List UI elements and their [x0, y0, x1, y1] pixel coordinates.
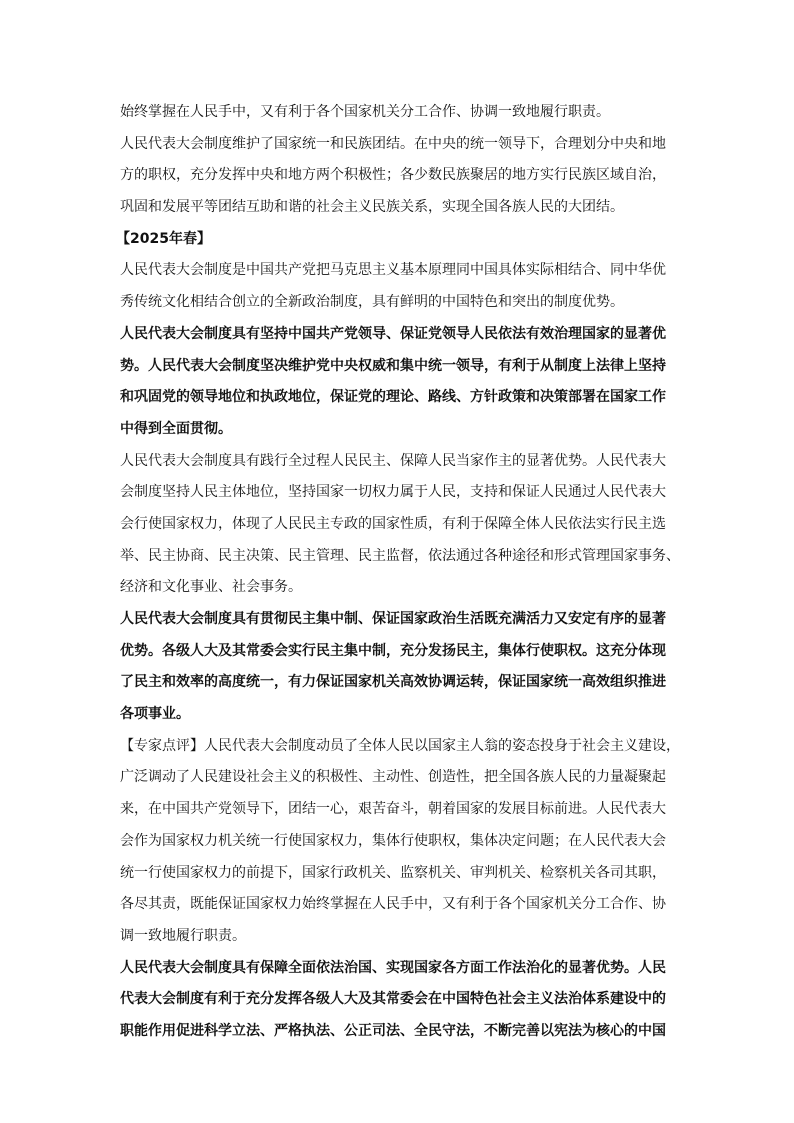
paragraph-line: 始终掌握在人民手中，又有利于各个国家机关分工合作、协调一致地履行职责。: [120, 104, 610, 120]
bold-paragraph-line: 职能作用促进科学立法、严格执法、公正司法、全民守法，不断完善以宪法为核心的中国: [120, 1022, 666, 1039]
bold-paragraph-line: 优势。各级人大及其常委会实行民主集中制，充分发扬民主，集体行使职权。这充分体现: [120, 642, 666, 659]
bold-paragraph-line: 人民代表大会制度具有保障全面依法治国、实现国家各方面工作法治化的显著优势。人民: [120, 959, 666, 976]
bold-paragraph-line: 人民代表大会制度具有贯彻民主集中制、保证国家政治生活既充满活力又安定有序的显著: [120, 611, 666, 627]
paragraph-line: 人民代表大会制度是中国共产党把马克思主义基本原理同中国具体实际相结合、同中华优: [120, 262, 666, 279]
paragraph-line: 【专家点评】人民代表大会制度动员了全体人民以国家主人翁的姿态投身于社会主义建设，: [120, 737, 680, 754]
section-heading: 【2025年春】: [116, 230, 211, 247]
paragraph-line: 会行使国家权力，体现了人民民主专政的国家性质，有利于保障全体人民依法实行民主选: [120, 515, 666, 532]
paragraph-line: 方的职权，充分发挥中央和地方两个积极性；各少数民族聚居的地方实行民族区域自治，: [120, 167, 666, 184]
paragraph-line: 经济和文化事业、社会事务。: [120, 579, 302, 596]
paragraph-line: 人民代表大会制度具有践行全过程人民民主、保障人民当家作主的显著优势。人民代表大: [120, 452, 666, 469]
bold-paragraph-line: 中得到全面贯彻。: [120, 420, 232, 437]
document-page: [116, 97, 680, 1048]
bold-paragraph-line: 各项事业。: [120, 706, 190, 723]
bold-paragraph-line: 人民代表大会制度具有坚持中国共产党领导、保证党领导人民依法有效治理国家的显著优: [120, 325, 666, 342]
paragraph-line: 巩固和发展平等团结互助和谐的社会主义民族关系，实现全国各族人民的大团结。: [120, 199, 624, 216]
bold-paragraph-line: 和巩固党的领导地位和执政地位，保证党的理论、路线、方针政策和决策部署在国家工作: [120, 389, 666, 406]
bold-paragraph-line: 代表大会制度有利于充分发挥各级人大及其常委会在中国特色社会主义法治体系建设中的: [120, 991, 666, 1008]
paragraph-line: 统一行使国家权力的前提下，国家行政机关、监察机关、审判机关、检察机关各司其职，: [120, 864, 666, 881]
paragraph-line: 各尽其责，既能保证国家权力始终掌握在人民手中，又有利于各个国家机关分工合作、协: [120, 896, 666, 913]
paragraph-line: 人民代表大会制度维护了国家统一和民族团结。在中央的统一领导下，合理划分中央和地: [120, 135, 666, 152]
paragraph-line: 会制度坚持人民主体地位，坚持国家一切权力属于人民，支持和保证人民通过人民代表大: [120, 484, 666, 501]
paragraph-line: 广泛调动了人民建设社会主义的积极性、主动性、创造性，把全国各族人民的力量凝聚起: [120, 769, 666, 786]
paragraph-line: 秀传统文化相结合创立的全新政治制度，具有鲜明的中国特色和突出的制度优势。: [120, 294, 624, 311]
paragraph-line: 调一致地履行职责。: [120, 927, 246, 944]
bold-paragraph-line: 势。人民代表大会制度坚决维护党中央权威和集中统一领导，有利于从制度上法律上坚持: [120, 357, 666, 374]
paragraph-line: 举、民主协商、民主决策、民主管理、民主监督，依法通过各种途径和形式管理国家事务、: [120, 547, 680, 564]
bold-paragraph-line: 了民主和效率的高度统一，有力保证国家机关高效协调运转，保证国家统一高效组织推进: [120, 674, 666, 691]
paragraph-line: 会作为国家权力机关统一行使国家权力，集体行使职权，集体决定问题；在人民代表大会: [120, 832, 666, 849]
paragraph-line: 来，在中国共产党领导下，团结一心，艰苦奋斗，朝着国家的发展目标前进。人民代表大: [120, 801, 666, 818]
